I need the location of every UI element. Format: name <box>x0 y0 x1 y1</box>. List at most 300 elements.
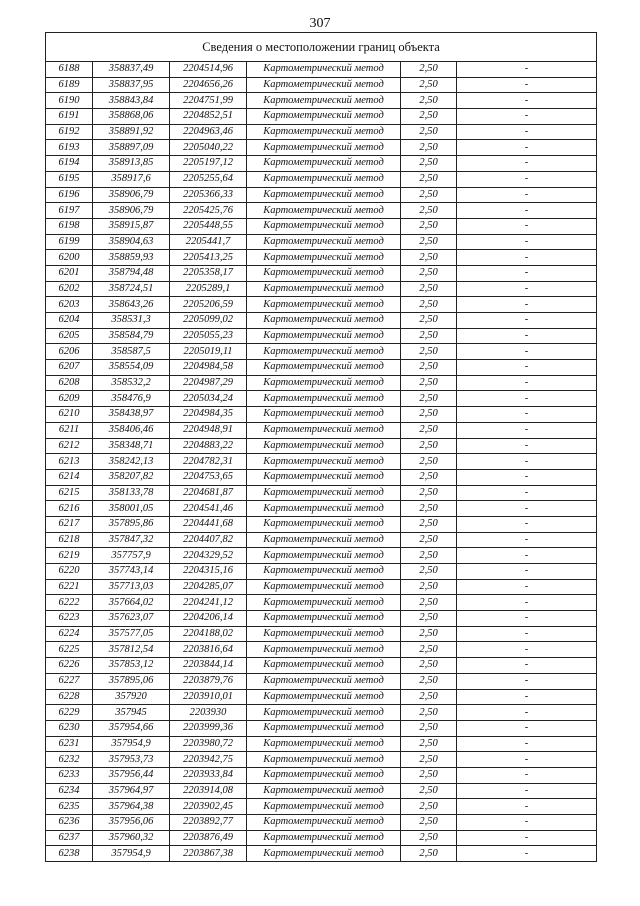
description-cell: - <box>457 595 597 611</box>
y-coordinate-cell: 2205448,55 <box>170 218 247 234</box>
y-coordinate-cell: 2204656,26 <box>170 77 247 93</box>
x-coordinate-cell: 357954,66 <box>93 720 170 736</box>
point-number-cell: 6203 <box>46 297 93 313</box>
y-coordinate-cell: 2204883,22 <box>170 438 247 454</box>
x-coordinate-cell: 357920 <box>93 689 170 705</box>
description-cell: - <box>457 626 597 642</box>
y-coordinate-cell: 2204441,68 <box>170 516 247 532</box>
x-coordinate-cell: 357895,06 <box>93 673 170 689</box>
method-cell: Картометрический метод <box>247 281 401 297</box>
point-number-cell: 6200 <box>46 250 93 266</box>
point-number-cell: 6212 <box>46 438 93 454</box>
point-number-cell: 6207 <box>46 360 93 376</box>
accuracy-cell: 2,50 <box>401 501 457 517</box>
accuracy-cell: 2,50 <box>401 830 457 846</box>
description-cell: - <box>457 720 597 736</box>
description-cell: - <box>457 375 597 391</box>
y-coordinate-cell: 2203930 <box>170 705 247 721</box>
x-coordinate-cell: 357757,9 <box>93 548 170 564</box>
x-coordinate-cell: 358868,06 <box>93 109 170 125</box>
description-cell: - <box>457 752 597 768</box>
accuracy-cell: 2,50 <box>401 689 457 705</box>
point-number-cell: 6231 <box>46 736 93 752</box>
y-coordinate-cell: 2205413,25 <box>170 250 247 266</box>
x-coordinate-cell: 357964,97 <box>93 783 170 799</box>
table-row <box>46 407 597 423</box>
table-row <box>46 250 597 266</box>
accuracy-cell: 2,50 <box>401 579 457 595</box>
method-cell: Картометрический метод <box>247 564 401 580</box>
table-row <box>46 658 597 674</box>
method-cell: Картометрический метод <box>247 422 401 438</box>
accuracy-cell: 2,50 <box>401 124 457 140</box>
method-cell: Картометрический метод <box>247 140 401 156</box>
y-coordinate-cell: 2204751,99 <box>170 93 247 109</box>
description-cell: - <box>457 564 597 580</box>
x-coordinate-cell: 358913,85 <box>93 156 170 172</box>
accuracy-cell: 2,50 <box>401 250 457 266</box>
method-cell: Картометрический метод <box>247 752 401 768</box>
table-row <box>46 705 597 721</box>
point-number-cell: 6225 <box>46 642 93 658</box>
y-coordinate-cell: 2204206,14 <box>170 611 247 627</box>
x-coordinate-cell: 358891,92 <box>93 124 170 140</box>
method-cell: Картометрический метод <box>247 62 401 78</box>
y-coordinate-cell: 2205366,33 <box>170 187 247 203</box>
y-coordinate-cell: 2203933,84 <box>170 767 247 783</box>
y-coordinate-cell: 2205197,12 <box>170 156 247 172</box>
table-row <box>46 815 597 831</box>
method-cell: Картометрический метод <box>247 297 401 313</box>
accuracy-cell: 2,50 <box>401 187 457 203</box>
point-number-cell: 6189 <box>46 77 93 93</box>
y-coordinate-cell: 2204963,46 <box>170 124 247 140</box>
description-cell: - <box>457 469 597 485</box>
accuracy-cell: 2,50 <box>401 454 457 470</box>
accuracy-cell: 2,50 <box>401 673 457 689</box>
method-cell: Картометрический метод <box>247 407 401 423</box>
y-coordinate-cell: 2205034,24 <box>170 391 247 407</box>
y-coordinate-cell: 2205255,64 <box>170 171 247 187</box>
description-cell: - <box>457 658 597 674</box>
accuracy-cell: 2,50 <box>401 720 457 736</box>
point-number-cell: 6204 <box>46 313 93 329</box>
method-cell: Картометрический метод <box>247 328 401 344</box>
accuracy-cell: 2,50 <box>401 736 457 752</box>
method-cell: Картометрический метод <box>247 815 401 831</box>
table-row <box>46 375 597 391</box>
description-cell: - <box>457 611 597 627</box>
accuracy-cell: 2,50 <box>401 595 457 611</box>
point-number-cell: 6195 <box>46 171 93 187</box>
accuracy-cell: 2,50 <box>401 140 457 156</box>
point-number-cell: 6220 <box>46 564 93 580</box>
description-cell: - <box>457 391 597 407</box>
method-cell: Картометрический метод <box>247 611 401 627</box>
x-coordinate-cell: 357954,9 <box>93 846 170 862</box>
x-coordinate-cell: 357960,32 <box>93 830 170 846</box>
table-row <box>46 626 597 642</box>
point-number-cell: 6228 <box>46 689 93 705</box>
method-cell: Картометрический метод <box>247 501 401 517</box>
table-row <box>46 297 597 313</box>
description-cell: - <box>457 313 597 329</box>
point-number-cell: 6209 <box>46 391 93 407</box>
point-number-cell: 6222 <box>46 595 93 611</box>
point-number-cell: 6192 <box>46 124 93 140</box>
x-coordinate-cell: 357954,9 <box>93 736 170 752</box>
point-number-cell: 6232 <box>46 752 93 768</box>
table-row <box>46 673 597 689</box>
method-cell: Картометрический метод <box>247 109 401 125</box>
method-cell: Картометрический метод <box>247 234 401 250</box>
method-cell: Картометрический метод <box>247 344 401 360</box>
x-coordinate-cell: 358476,9 <box>93 391 170 407</box>
method-cell: Картометрический метод <box>247 767 401 783</box>
table-row <box>46 328 597 344</box>
table-row <box>46 752 597 768</box>
y-coordinate-cell: 2205019,11 <box>170 344 247 360</box>
description-cell: - <box>457 62 597 78</box>
x-coordinate-cell: 357964,38 <box>93 799 170 815</box>
point-number-cell: 6236 <box>46 815 93 831</box>
method-cell: Картометрический метод <box>247 799 401 815</box>
table-row <box>46 611 597 627</box>
method-cell: Картометрический метод <box>247 93 401 109</box>
x-coordinate-cell: 357956,44 <box>93 767 170 783</box>
method-cell: Картометрический метод <box>247 830 401 846</box>
y-coordinate-cell: 2203879,76 <box>170 673 247 689</box>
accuracy-cell: 2,50 <box>401 93 457 109</box>
y-coordinate-cell: 2203867,38 <box>170 846 247 862</box>
x-coordinate-cell: 358554,09 <box>93 360 170 376</box>
point-number-cell: 6205 <box>46 328 93 344</box>
accuracy-cell: 2,50 <box>401 407 457 423</box>
point-number-cell: 6210 <box>46 407 93 423</box>
table-row <box>46 313 597 329</box>
point-number-cell: 6217 <box>46 516 93 532</box>
description-cell: - <box>457 77 597 93</box>
table-row <box>46 454 597 470</box>
point-number-cell: 6193 <box>46 140 93 156</box>
description-cell: - <box>457 454 597 470</box>
accuracy-cell: 2,50 <box>401 156 457 172</box>
table-row <box>46 767 597 783</box>
point-number-cell: 6230 <box>46 720 93 736</box>
table-row <box>46 485 597 501</box>
point-number-cell: 6208 <box>46 375 93 391</box>
description-cell: - <box>457 830 597 846</box>
y-coordinate-cell: 2204753,65 <box>170 469 247 485</box>
x-coordinate-cell: 358915,87 <box>93 218 170 234</box>
y-coordinate-cell: 2205289,1 <box>170 281 247 297</box>
table-row <box>46 799 597 815</box>
description-cell: - <box>457 438 597 454</box>
y-coordinate-cell: 2204407,82 <box>170 532 247 548</box>
method-cell: Картометрический метод <box>247 642 401 658</box>
accuracy-cell: 2,50 <box>401 109 457 125</box>
accuracy-cell: 2,50 <box>401 485 457 501</box>
description-cell: - <box>457 579 597 595</box>
table-title-row <box>46 33 597 62</box>
x-coordinate-cell: 357956,06 <box>93 815 170 831</box>
x-coordinate-cell: 358348,71 <box>93 438 170 454</box>
point-number-cell: 6233 <box>46 767 93 783</box>
table-row <box>46 124 597 140</box>
y-coordinate-cell: 2204241,12 <box>170 595 247 611</box>
table-row <box>46 830 597 846</box>
x-coordinate-cell: 358438,97 <box>93 407 170 423</box>
point-number-cell: 6214 <box>46 469 93 485</box>
description-cell: - <box>457 140 597 156</box>
table-row <box>46 218 597 234</box>
y-coordinate-cell: 2203892,77 <box>170 815 247 831</box>
y-coordinate-cell: 2204681,87 <box>170 485 247 501</box>
table-row <box>46 595 597 611</box>
x-coordinate-cell: 357853,12 <box>93 658 170 674</box>
x-coordinate-cell: 358724,51 <box>93 281 170 297</box>
y-coordinate-cell: 2204984,58 <box>170 360 247 376</box>
accuracy-cell: 2,50 <box>401 375 457 391</box>
accuracy-cell: 2,50 <box>401 171 457 187</box>
method-cell: Картометрический метод <box>247 375 401 391</box>
table-row <box>46 501 597 517</box>
table-row <box>46 171 597 187</box>
method-cell: Картометрический метод <box>247 218 401 234</box>
point-number-cell: 6213 <box>46 454 93 470</box>
description-cell: - <box>457 171 597 187</box>
x-coordinate-cell: 358837,95 <box>93 77 170 93</box>
description-cell: - <box>457 799 597 815</box>
description-cell: - <box>457 328 597 344</box>
method-cell: Картометрический метод <box>247 548 401 564</box>
table-row <box>46 846 597 862</box>
method-cell: Картометрический метод <box>247 124 401 140</box>
accuracy-cell: 2,50 <box>401 438 457 454</box>
table-row <box>46 422 597 438</box>
point-number-cell: 6229 <box>46 705 93 721</box>
point-number-cell: 6211 <box>46 422 93 438</box>
method-cell: Картометрический метод <box>247 187 401 203</box>
table-row <box>46 360 597 376</box>
description-cell: - <box>457 642 597 658</box>
method-cell: Картометрический метод <box>247 265 401 281</box>
description-cell: - <box>457 485 597 501</box>
x-coordinate-cell: 358001,05 <box>93 501 170 517</box>
method-cell: Картометрический метод <box>247 156 401 172</box>
accuracy-cell: 2,50 <box>401 658 457 674</box>
description-cell: - <box>457 846 597 862</box>
accuracy-cell: 2,50 <box>401 783 457 799</box>
description-cell: - <box>457 234 597 250</box>
x-coordinate-cell: 358133,78 <box>93 485 170 501</box>
method-cell: Картометрический метод <box>247 689 401 705</box>
table-title: Сведения о местоположении границ объекта <box>46 33 597 62</box>
accuracy-cell: 2,50 <box>401 391 457 407</box>
accuracy-cell: 2,50 <box>401 642 457 658</box>
point-number-cell: 6219 <box>46 548 93 564</box>
y-coordinate-cell: 2204541,46 <box>170 501 247 517</box>
accuracy-cell: 2,50 <box>401 767 457 783</box>
method-cell: Картометрический метод <box>247 846 401 862</box>
y-coordinate-cell: 2204329,52 <box>170 548 247 564</box>
page-number: 307 <box>309 16 331 31</box>
table-row <box>46 281 597 297</box>
method-cell: Картометрический метод <box>247 77 401 93</box>
method-cell: Картометрический метод <box>247 454 401 470</box>
y-coordinate-cell: 2203999,36 <box>170 720 247 736</box>
point-number-cell: 6224 <box>46 626 93 642</box>
accuracy-cell: 2,50 <box>401 532 457 548</box>
x-coordinate-cell: 358242,13 <box>93 454 170 470</box>
description-cell: - <box>457 736 597 752</box>
accuracy-cell: 2,50 <box>401 234 457 250</box>
x-coordinate-cell: 357713,03 <box>93 579 170 595</box>
description-cell: - <box>457 516 597 532</box>
y-coordinate-cell: 2204948,91 <box>170 422 247 438</box>
point-number-cell: 6191 <box>46 109 93 125</box>
accuracy-cell: 2,50 <box>401 548 457 564</box>
table-row <box>46 516 597 532</box>
table-row <box>46 438 597 454</box>
x-coordinate-cell: 358794,48 <box>93 265 170 281</box>
method-cell: Картометрический метод <box>247 469 401 485</box>
accuracy-cell: 2,50 <box>401 799 457 815</box>
point-number-cell: 6218 <box>46 532 93 548</box>
method-cell: Картометрический метод <box>247 485 401 501</box>
table-row <box>46 109 597 125</box>
description-cell: - <box>457 532 597 548</box>
description-cell: - <box>457 407 597 423</box>
accuracy-cell: 2,50 <box>401 752 457 768</box>
x-coordinate-cell: 358897,09 <box>93 140 170 156</box>
table-row <box>46 564 597 580</box>
table-row <box>46 720 597 736</box>
description-cell: - <box>457 156 597 172</box>
point-number-cell: 6198 <box>46 218 93 234</box>
point-number-cell: 6227 <box>46 673 93 689</box>
table-row <box>46 93 597 109</box>
point-number-cell: 6235 <box>46 799 93 815</box>
description-cell: - <box>457 360 597 376</box>
description-cell: - <box>457 783 597 799</box>
method-cell: Картометрический метод <box>247 705 401 721</box>
x-coordinate-cell: 357577,05 <box>93 626 170 642</box>
description-cell: - <box>457 673 597 689</box>
table-row <box>46 77 597 93</box>
method-cell: Картометрический метод <box>247 438 401 454</box>
method-cell: Картометрический метод <box>247 783 401 799</box>
method-cell: Картометрический метод <box>247 171 401 187</box>
description-cell: - <box>457 344 597 360</box>
description-cell: - <box>457 689 597 705</box>
method-cell: Картометрический метод <box>247 532 401 548</box>
x-coordinate-cell: 358532,2 <box>93 375 170 391</box>
x-coordinate-cell: 357664,02 <box>93 595 170 611</box>
method-cell: Картометрический метод <box>247 250 401 266</box>
accuracy-cell: 2,50 <box>401 313 457 329</box>
description-cell: - <box>457 705 597 721</box>
table-row <box>46 140 597 156</box>
point-number-cell: 6234 <box>46 783 93 799</box>
description-cell: - <box>457 422 597 438</box>
boundary-coordinates-table <box>45 32 597 862</box>
x-coordinate-cell: 358859,93 <box>93 250 170 266</box>
accuracy-cell: 2,50 <box>401 626 457 642</box>
point-number-cell: 6201 <box>46 265 93 281</box>
point-number-cell: 6223 <box>46 611 93 627</box>
accuracy-cell: 2,50 <box>401 846 457 862</box>
y-coordinate-cell: 2205099,02 <box>170 313 247 329</box>
method-cell: Картометрический метод <box>247 736 401 752</box>
point-number-cell: 6196 <box>46 187 93 203</box>
description-cell: - <box>457 297 597 313</box>
method-cell: Картометрический метод <box>247 626 401 642</box>
point-number-cell: 6190 <box>46 93 93 109</box>
method-cell: Картометрический метод <box>247 673 401 689</box>
description-cell: - <box>457 124 597 140</box>
y-coordinate-cell: 2203980,72 <box>170 736 247 752</box>
accuracy-cell: 2,50 <box>401 705 457 721</box>
x-coordinate-cell: 357895,86 <box>93 516 170 532</box>
point-number-cell: 6216 <box>46 501 93 517</box>
point-number-cell: 6197 <box>46 203 93 219</box>
x-coordinate-cell: 358207,82 <box>93 469 170 485</box>
description-cell: - <box>457 548 597 564</box>
table-row <box>46 642 597 658</box>
y-coordinate-cell: 2204782,31 <box>170 454 247 470</box>
accuracy-cell: 2,50 <box>401 469 457 485</box>
description-cell: - <box>457 501 597 517</box>
method-cell: Картометрический метод <box>247 658 401 674</box>
y-coordinate-cell: 2203942,75 <box>170 752 247 768</box>
x-coordinate-cell: 358906,79 <box>93 187 170 203</box>
description-cell: - <box>457 93 597 109</box>
point-number-cell: 6215 <box>46 485 93 501</box>
description-cell: - <box>457 109 597 125</box>
y-coordinate-cell: 2204514,96 <box>170 62 247 78</box>
x-coordinate-cell: 358406,46 <box>93 422 170 438</box>
method-cell: Картометрический метод <box>247 579 401 595</box>
description-cell: - <box>457 815 597 831</box>
point-number-cell: 6221 <box>46 579 93 595</box>
x-coordinate-cell: 358843,84 <box>93 93 170 109</box>
x-coordinate-cell: 358531,3 <box>93 313 170 329</box>
x-coordinate-cell: 358584,79 <box>93 328 170 344</box>
accuracy-cell: 2,50 <box>401 77 457 93</box>
y-coordinate-cell: 2205425,76 <box>170 203 247 219</box>
description-cell: - <box>457 187 597 203</box>
y-coordinate-cell: 2203876,49 <box>170 830 247 846</box>
accuracy-cell: 2,50 <box>401 422 457 438</box>
table-row <box>46 265 597 281</box>
y-coordinate-cell: 2205441,7 <box>170 234 247 250</box>
method-cell: Картометрический метод <box>247 720 401 736</box>
table-row <box>46 344 597 360</box>
method-cell: Картометрический метод <box>247 313 401 329</box>
method-cell: Картометрический метод <box>247 203 401 219</box>
method-cell: Картометрический метод <box>247 391 401 407</box>
table-row <box>46 689 597 705</box>
y-coordinate-cell: 2204987,29 <box>170 375 247 391</box>
table-row <box>46 548 597 564</box>
y-coordinate-cell: 2203816,64 <box>170 642 247 658</box>
accuracy-cell: 2,50 <box>401 265 457 281</box>
x-coordinate-cell: 357953,73 <box>93 752 170 768</box>
table-row <box>46 203 597 219</box>
table-row <box>46 579 597 595</box>
table-row <box>46 532 597 548</box>
